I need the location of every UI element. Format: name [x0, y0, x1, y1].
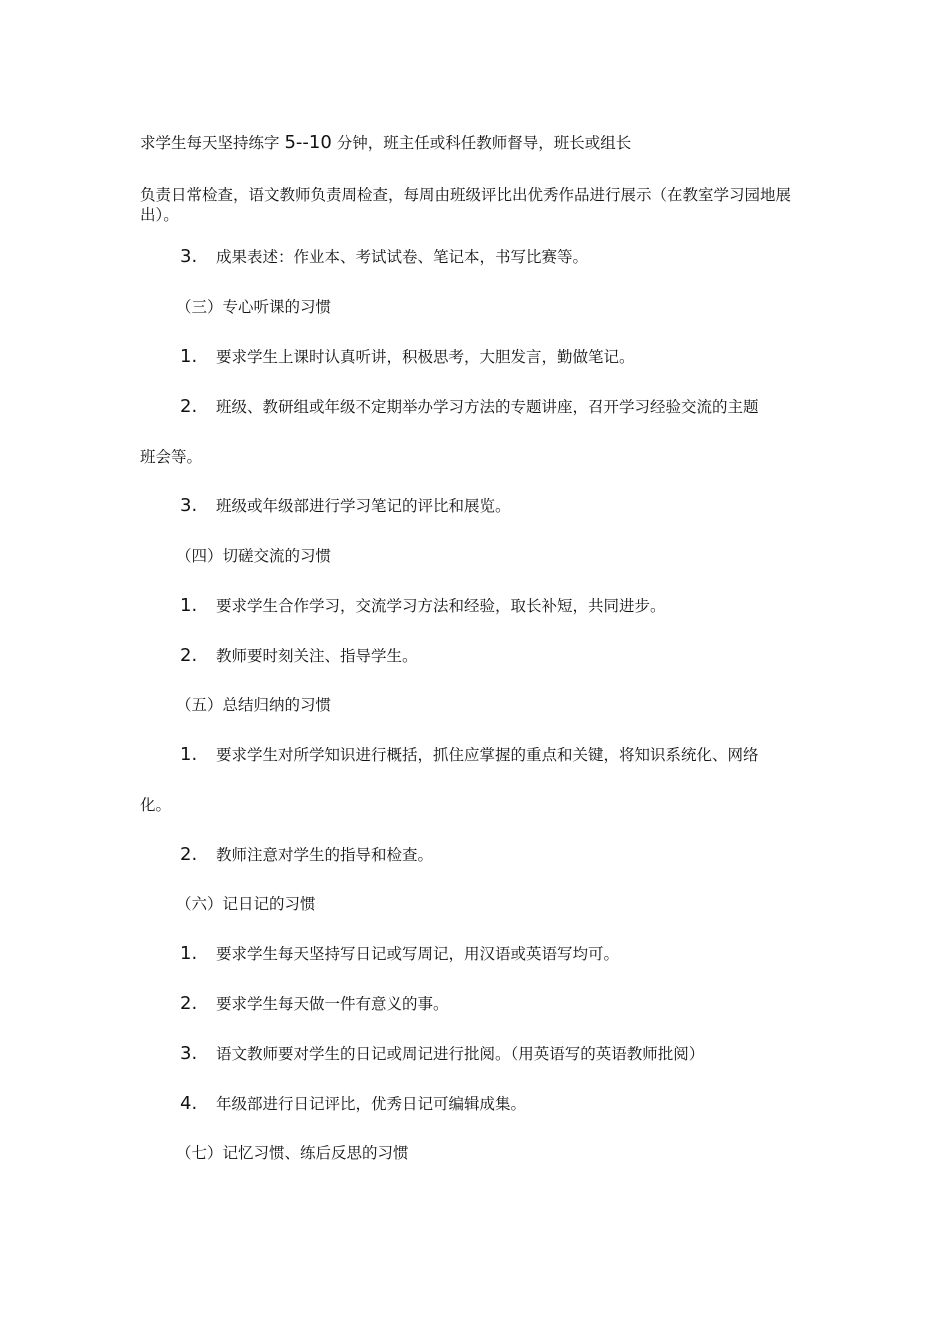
list-text: 成果表述：作业本、考试试卷、笔记本，书写比赛等。	[216, 248, 589, 266]
list-item	[180, 994, 449, 1014]
list-item	[180, 944, 619, 964]
list-text: 教师要时刻关注、指导学生。	[216, 647, 418, 665]
list-item	[180, 1094, 526, 1114]
list-number: 3.	[180, 495, 198, 516]
section-heading: （五）总结归纳的习惯	[176, 696, 332, 714]
section-heading: （七）记忆习惯、练后反思的习惯	[176, 1144, 409, 1162]
list-number: 4.	[180, 1093, 198, 1114]
list-text: 班级或年级部进行学习笔记的评比和展览。	[216, 497, 511, 515]
list-number: 1.	[180, 595, 198, 616]
list-item	[180, 596, 666, 616]
paragraph-text: 分钟，班主任或科任教师督导，班长或组长	[331, 134, 632, 152]
list-number: 1.	[180, 346, 198, 367]
list-number: 1.	[180, 943, 198, 964]
list-text: 要求学生对所学知识进行概括，抓住应掌握的重点和关键，将知识系统化、网络	[216, 746, 759, 764]
list-number: 3.	[180, 246, 198, 267]
list-number: 2.	[180, 645, 198, 666]
list-text: 要求学生合作学习，交流学习方法和经验，取长补短，共同进步。	[216, 597, 666, 615]
list-item	[180, 247, 588, 267]
section-heading: （四）切磋交流的习惯	[176, 547, 332, 565]
list-text: 教师注意对学生的指导和检查。	[216, 846, 434, 864]
list-number: 2.	[180, 396, 198, 417]
list-number: 3.	[180, 1043, 198, 1064]
list-number: 2.	[180, 993, 198, 1014]
paragraph-line	[140, 133, 631, 153]
section-heading: （六）记日记的习惯	[176, 895, 316, 913]
list-item-continuation: 班会等。	[140, 448, 203, 466]
list-text: 要求学生上课时认真听讲，积极思考，大胆发言，勤做笔记。	[216, 348, 635, 366]
list-text: 年级部进行日记评比，优秀日记可编辑成集。	[216, 1095, 527, 1113]
list-number: 1.	[180, 744, 198, 765]
paragraph: 负责日常检查，语文教师负责周检查，每周由班级评比出优秀作品进行展示（在教室学习园地展出）。	[140, 186, 792, 224]
list-number: 2.	[180, 844, 198, 865]
list-text: 要求学生每天坚持写日记或写周记，用汉语或英语写均可。	[216, 945, 620, 963]
section-heading: （三）专心听课的习惯	[176, 298, 332, 316]
list-text: 要求学生每天做一件有意义的事。	[216, 995, 449, 1013]
list-item	[180, 496, 511, 516]
list-item-continuation: 化。	[140, 796, 172, 814]
list-item	[180, 845, 433, 865]
paragraph-text: 求学生每天坚持练字	[140, 134, 285, 152]
list-item	[180, 1044, 704, 1064]
list-text: 语文教师要对学生的日记或周记进行批阅。（用英语写的英语教师批阅）	[216, 1045, 705, 1063]
duration-number: 5--10	[284, 132, 332, 153]
list-item	[180, 347, 635, 367]
list-item	[180, 646, 418, 666]
list-text: 班级、教研组或年级不定期举办学习方法的专题讲座，召开学习经验交流的主题	[216, 398, 759, 416]
list-item	[180, 745, 759, 765]
list-item	[180, 397, 759, 417]
